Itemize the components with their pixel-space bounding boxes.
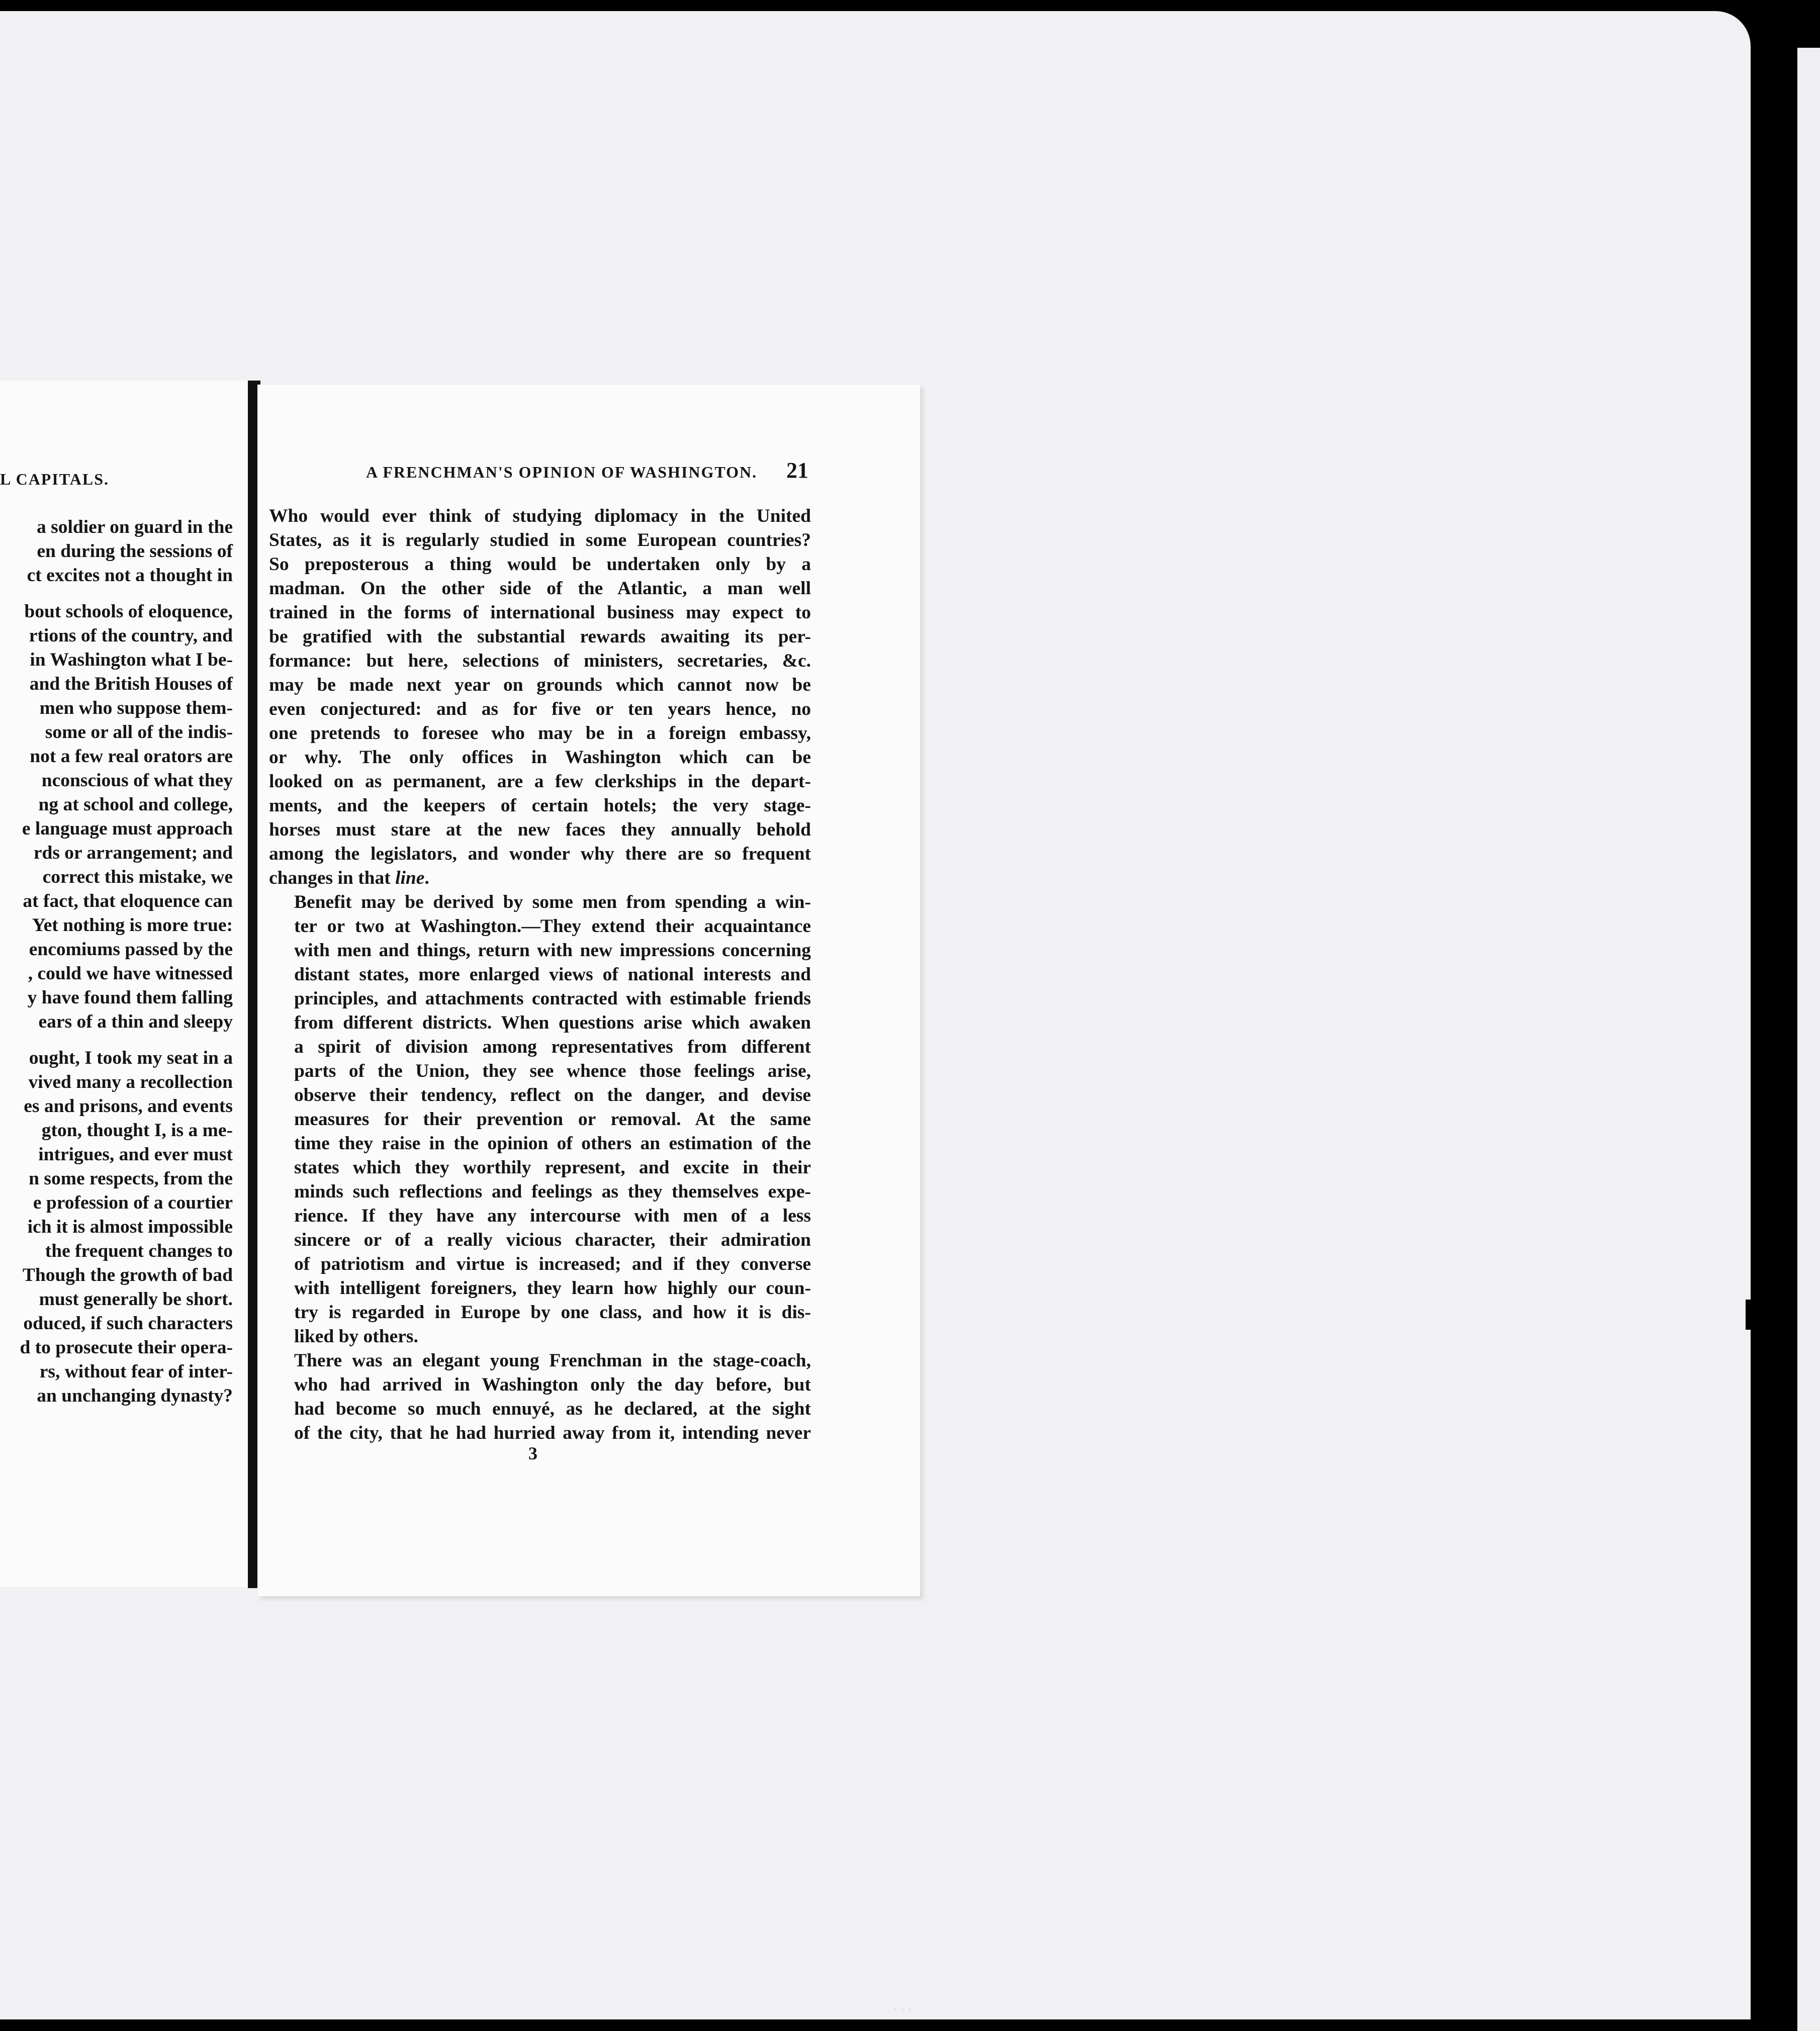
text-fragment: nconscious of what they [41, 770, 233, 791]
paragraph [269, 1349, 811, 1445]
text-line: changes in that line. [269, 868, 429, 888]
running-head-title: A FRENCHMAN'S OPINION OF WASHINGTON. [366, 463, 758, 481]
text-line: Who would ever think of studying diplomacy in the United [269, 506, 811, 526]
text-fragment: must generally be short. [39, 1289, 233, 1310]
text-fragment: es and prisons, and events [24, 1096, 233, 1117]
text-fragment: correct this mistake, we [42, 867, 233, 887]
text-fragment: e profession of a courtier [33, 1192, 233, 1213]
text-fragment: bout schools of eloquence, [24, 601, 233, 622]
text-line: states which they worthily represent, and excite in their [294, 1157, 811, 1178]
text-line: sincere or of a really vicious character, their admiration [294, 1230, 811, 1250]
text-line: of the city, that he had hurried away from it, intending never [294, 1423, 811, 1443]
text-line: There was an elegant young Frenchman in the stage-coach, [294, 1350, 811, 1371]
paragraph-gap [0, 1034, 233, 1046]
text-fragment: rds or arrangement; and [33, 843, 233, 863]
text-line: distant states, more enlarged views of national interests and [294, 964, 811, 985]
text-line: ments, and the keepers of certain hotels; the very stage- [269, 795, 811, 816]
text-fragment: and the British Houses of [29, 674, 233, 694]
text-fragment: encomiums passed by the [29, 939, 233, 960]
text-line: trained in the forms of international business may expect to [269, 602, 811, 623]
text-line: So preposterous a thing would be undertaken only by a [269, 554, 811, 575]
text-fragment: intrigues, and ever must [38, 1144, 233, 1165]
left-running-head: L CAPITALS. [0, 470, 110, 488]
text-fragment: rtions of the country, and [29, 625, 233, 646]
text-fragment: ng at school and college, [38, 794, 233, 815]
text-fragment: the frequent changes to [45, 1241, 233, 1261]
signature-mark: 3 [528, 1443, 537, 1463]
text-line: madman. On the other side of the Atlantic, a man well [269, 578, 811, 599]
text-fragment: oduced, if such characters [23, 1313, 233, 1334]
text-fragment: a soldier on guard in the [37, 517, 233, 537]
text-fragment: vived many a recollection [28, 1072, 233, 1092]
text-line: States, as it is regularly studied in some European countries? [269, 530, 811, 550]
text-fragment: ich it is almost impossible [27, 1217, 233, 1237]
text-line: looked on as permanent, are a few clerkships in the depart- [269, 771, 811, 792]
page-body [269, 504, 811, 1445]
left-page-text [0, 515, 233, 1408]
text-line: formance: but here, selections of ministers, secretaries, &c. [269, 651, 811, 671]
text-fragment: an unchanging dynasty? [37, 1386, 233, 1406]
text-fragment: Yet nothing is more true: [32, 915, 233, 936]
text-line: minds such reflections and feelings as they themselves expe- [294, 1181, 811, 1202]
text-line: among the legislators, and wonder why there are so frequent [269, 844, 811, 864]
text-line: even conjectured: and as for five or ten years hence, no [269, 699, 811, 719]
text-line: with men and things, return with new impressions concerning [294, 940, 811, 961]
text-line: rience. If they have any intercourse with men of a less [294, 1206, 811, 1226]
text-line: observe their tendency, reflect on the danger, and devise [294, 1085, 811, 1105]
text-fragment: ears of a thin and sleepy [38, 1011, 233, 1032]
paragraph [269, 890, 811, 1349]
text-fragment: not a few real orators are [30, 746, 233, 767]
text-fragment: n some respects, from the [29, 1168, 233, 1189]
text-line: liked by others. [294, 1326, 418, 1347]
text-line: one pretends to foresee who may be in a foreign embassy, [269, 723, 811, 744]
text-line: may be made next year on grounds which cannot now be [269, 675, 811, 695]
text-line: of patriotism and virtue is increased; and if they converse [294, 1254, 811, 1274]
text-fragment: rs, without fear of inter- [39, 1361, 233, 1382]
text-fragment: gton, thought I, is a me- [41, 1120, 233, 1141]
text-line: a spirit of division among representatives from different [294, 1037, 811, 1057]
text-fragment: y have found them falling [27, 987, 233, 1008]
page-number: 21 [786, 458, 808, 483]
text-line: time they raise in the opinion of others an estimation of the [294, 1133, 811, 1154]
text-line: principles, and attachments contracted with estimable friends [294, 988, 811, 1009]
text-line: from different districts. When questions arise which awaken [294, 1012, 811, 1033]
text-line: with intelligent foreigners, they learn how highly our coun- [294, 1278, 811, 1299]
text-fragment: Though the growth of bad [22, 1265, 233, 1285]
italic-word: line [395, 868, 425, 888]
adjacent-scan-edge [1797, 48, 1820, 2031]
text-fragment: in Washington what I be- [30, 650, 233, 670]
text-line: ter or two at Washington.—They extend their acquaintance [294, 916, 811, 937]
text-line: had become so much ennuyé, as he declared, at the sight [294, 1399, 811, 1419]
text-fragment: ct excites not a thought in [27, 565, 233, 586]
paragraph [269, 504, 811, 890]
text-line: parts of the Union, they see whence those feelings arise, [294, 1061, 811, 1081]
text-fragment: d to prosecute their opera- [20, 1337, 233, 1358]
scan-artifact: · · · [893, 2003, 912, 2016]
text-fragment: ought, I took my seat in a [29, 1048, 233, 1068]
text-fragment: , could we have witnessed [28, 963, 233, 984]
text-line: measures for their prevention or removal. At the same [294, 1109, 811, 1130]
text-line: or why. The only offices in Washington which can be [269, 747, 811, 768]
text-fragment: at fact, that eloquence can [23, 891, 233, 911]
text-line: Benefit may be derived by some men from spending a win- [294, 892, 811, 912]
text-fragment: men who suppose them- [39, 698, 233, 718]
paragraph-gap [0, 588, 233, 600]
text-line: try is regarded in Europe by one class, and how it is dis- [294, 1302, 811, 1323]
running-head [366, 457, 808, 488]
text-line: who had arrived in Washington only the day before, but [294, 1374, 811, 1395]
text-fragment: e language must approach [22, 818, 233, 839]
text-fragment: some or all of the indis- [45, 722, 233, 743]
text-line: be gratified with the substantial rewards awaiting its per- [269, 626, 811, 647]
text-line: horses must stare at the new faces they annually behold [269, 819, 811, 840]
scan-edge-mark [1746, 1300, 1755, 1330]
text-fragment: en during the sessions of [37, 541, 233, 562]
